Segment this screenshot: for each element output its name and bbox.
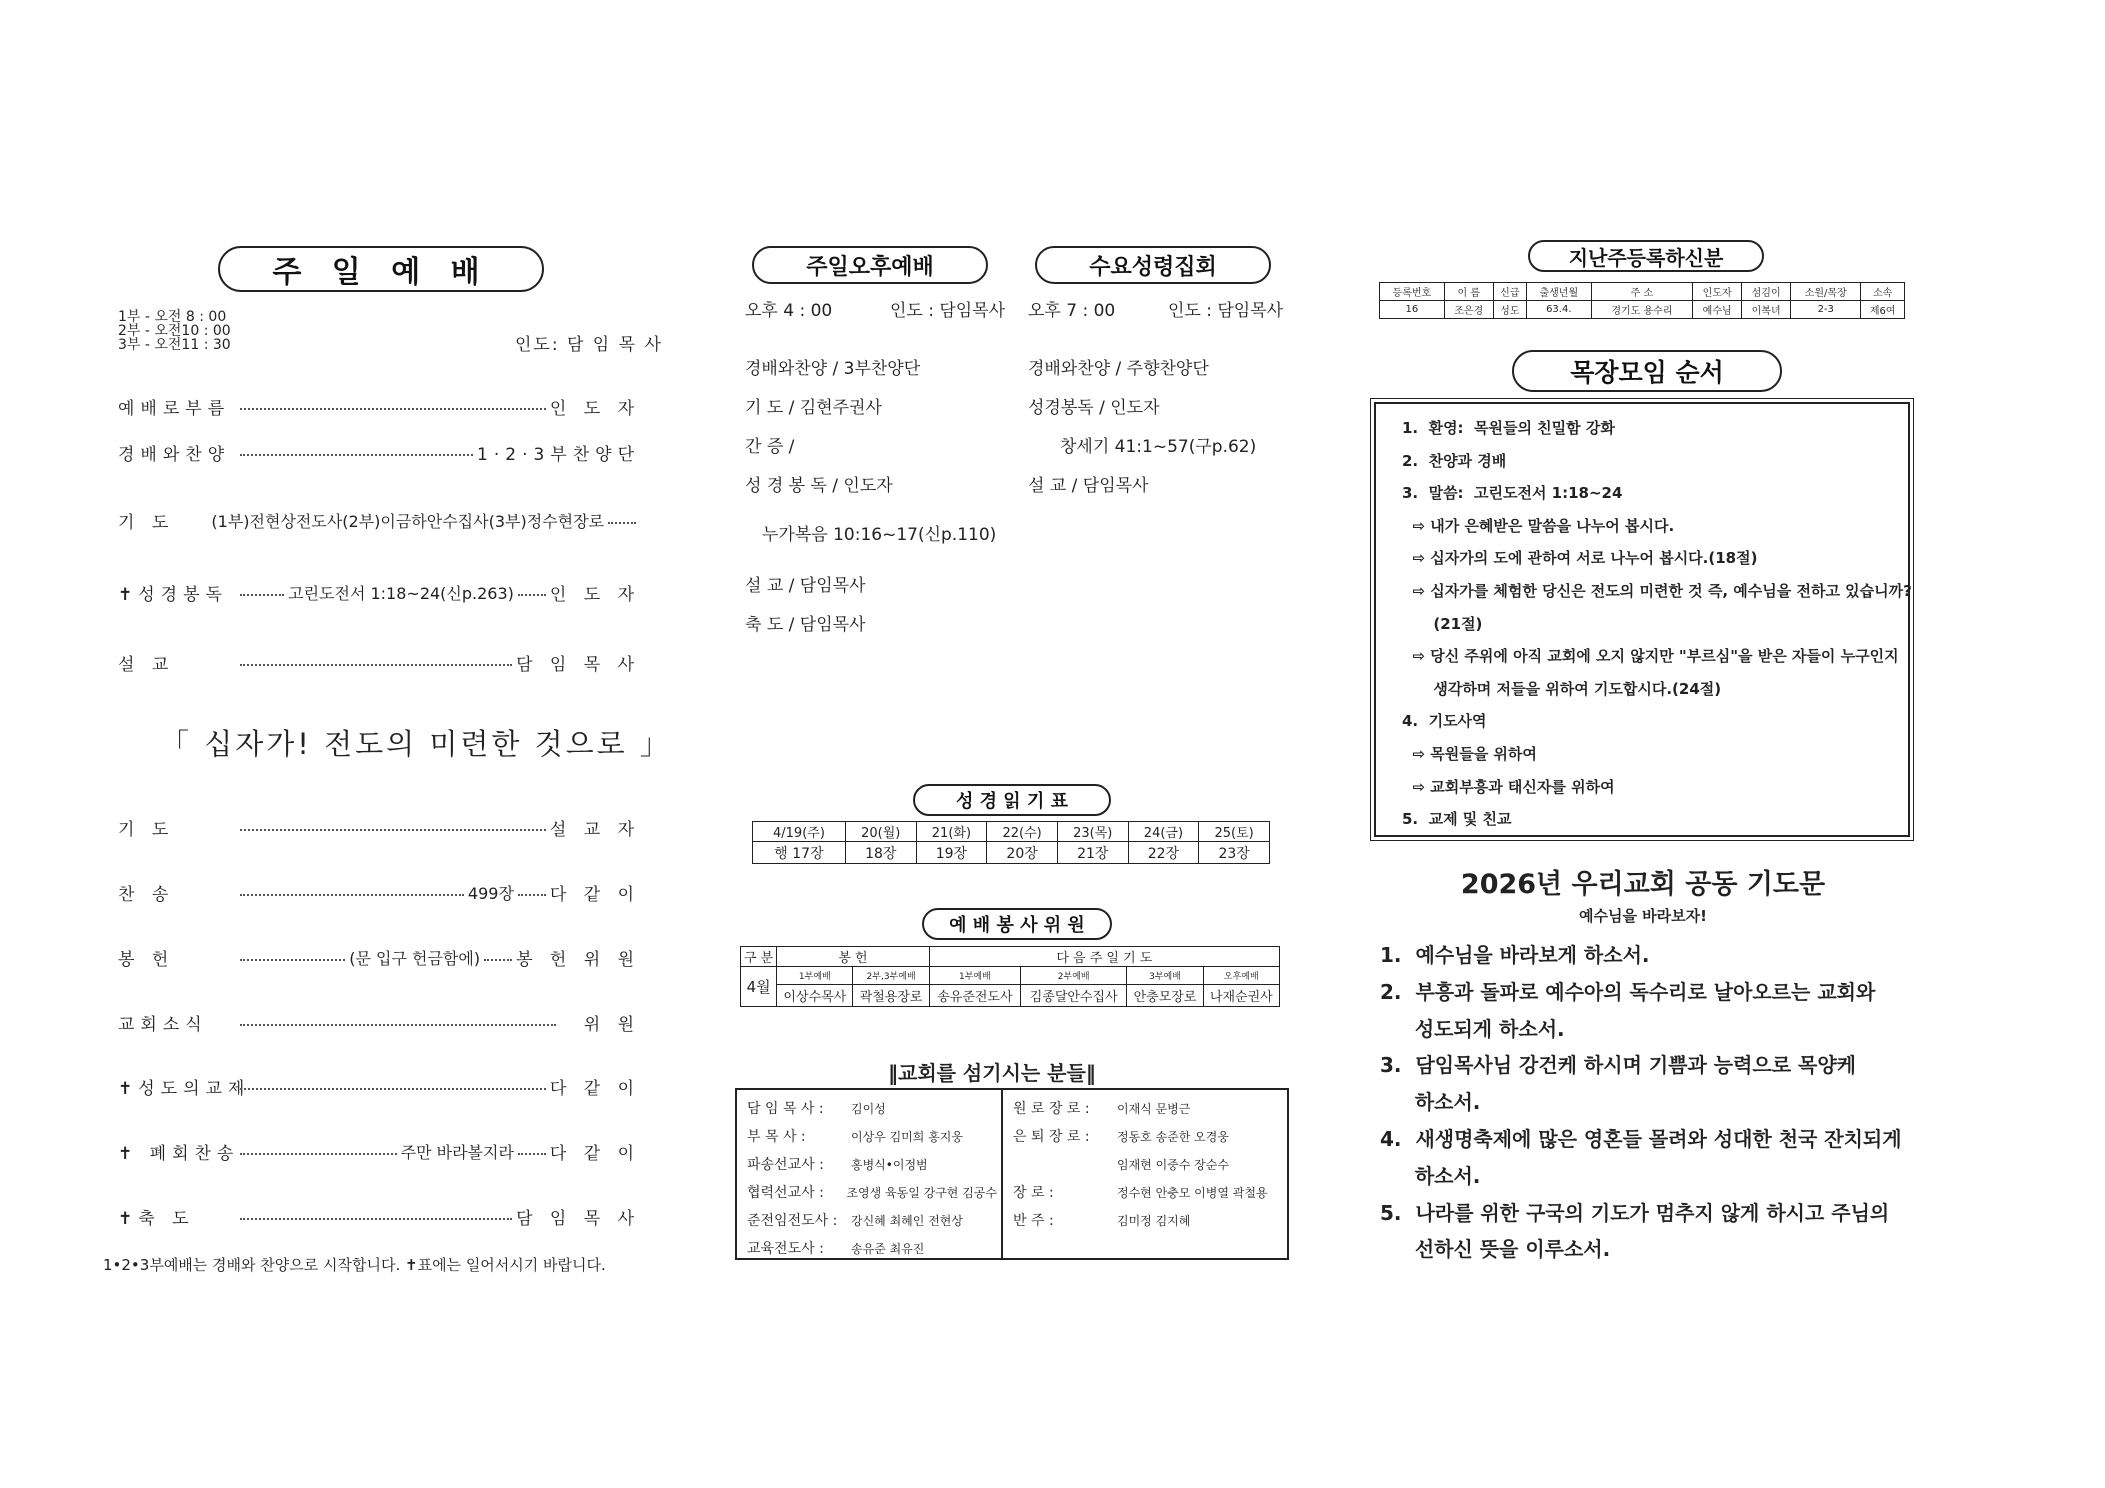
name-5: 안충모장로 [1127,985,1203,1007]
staff-role: 장 로 : [1013,1185,1054,1201]
staff-box [735,1088,1289,1260]
reading-day: 4/19(주) [753,822,846,842]
staff-names: 이상우 김미희 홍지웅 [851,1129,963,1144]
leader-dots [240,1153,397,1155]
order-row [118,945,640,970]
staff-names: 홍병식•이정범 [851,1157,928,1172]
order-label: ✝성도의교제 [118,1079,251,1099]
prayer-line: 하소서. [1380,1163,1481,1188]
order-row [118,580,640,605]
order-role: 위 원 [583,1015,640,1035]
order-label: 예배로부름 [118,399,231,419]
prayer-line: 선하신 뜻을 이루소서. [1380,1237,1611,1262]
reading-chapter: 18장 [845,842,916,864]
leader-dots [240,594,284,596]
mokjang-title: 목장모임 순서 [1512,350,1782,392]
mokjang-item: ⇨ 교회부흥과 태신자를 위하여 [1402,777,1615,796]
mokjang-item: ⇨ 십자가를 체험한 당신은 전도의 미련한 것 즉, 예수님을 전하고 있습니까? [1402,581,1912,600]
staff-row [747,1122,997,1150]
reg-cell: 경기도 용수리 [1591,301,1693,319]
order-role: 다 같 이 [549,1144,640,1164]
sermon-title: 「 십자가! 전도의 미련한 것으로 」 [160,727,672,761]
reading-day: 22(수) [987,822,1058,842]
col-next-prayer: 다 음 주 일 기 도 [929,947,1279,967]
mokjang-item: 생각하며 저들을 위하여 기도합시다.(24절) [1402,679,1722,698]
order-role: 인 도 자 [549,585,640,605]
registration-title: 지난주등록하신분 [1528,240,1764,272]
reg-header: 출생년월 [1526,283,1591,301]
mokjang-item: ⇨ 당신 주위에 아직 교회에 오지 않지만 "부르심"을 받은 자들이 누구인지 [1402,647,1899,666]
reg-header: 신급 [1493,283,1526,301]
wednesday-line-2: 성경봉독 / 인도자 [1028,398,1160,418]
service-committee-table [740,946,1280,1007]
order-role: 다 같 이 [549,885,640,905]
leader-dots [240,959,345,961]
reg-cell: 16 [1380,301,1445,319]
staff-role: 파송선교사 : [747,1157,824,1173]
afternoon-line-1: 경배와찬양 / 3부찬양단 [745,359,921,379]
leader-dots [240,1218,512,1220]
afternoon-time: 오후 4 : 00 [745,301,833,321]
reg-header: 인도자 [1693,283,1742,301]
order-detail: 499장 [467,884,514,903]
registration-table [1379,282,1905,319]
afternoon-line-3: 간 증 / [745,437,795,457]
wednesday-leader: 인도 : 담임목사 [1168,301,1284,321]
afternoon-line-6: 설 교 / 담임목사 [745,576,866,596]
mokjang-box [1374,402,1910,837]
mokjang-item: 1. 환영: 목원들의 친밀함 강화 [1402,419,1615,437]
staff-names: 임재현 이중수 장순수 [1117,1157,1229,1172]
order-row [118,650,640,675]
month-cell: 4월 [741,967,777,1007]
reading-day: 25(토) [1199,822,1270,842]
reading-chapter: 23장 [1199,842,1270,864]
order-role: 설 교 자 [549,820,640,840]
order-detail: (문 입구 헌금함에) [349,949,481,968]
staff-names: 김이성 [851,1101,886,1116]
wednesday-line-4: 설 교 / 담임목사 [1028,476,1149,496]
staff-names: 강신혜 최혜인 전현상 [851,1213,963,1228]
prayer-line: 2. 부흥과 돌파로 예수아의 독수리로 날아오르는 교회와 [1380,979,1876,1004]
mokjang-item: ⇨ 목원들을 위하여 [1402,744,1537,763]
footnote: 1•2•3부예배는 경배와 찬양으로 시작합니다. ✝표에는 일어서시기 바랍니다. [103,1256,606,1274]
reg-cell: 이복녀 [1742,301,1791,319]
bible-reading-title: 성 경 읽 기 표 [913,784,1111,816]
sub-6: 오후예배 [1203,967,1279,985]
order-role: 1·2·3부찬양단 [477,445,640,465]
sub-1: 1부예배 [777,967,853,985]
reg-header: 주 소 [1591,283,1693,301]
prayer-list [1380,937,1910,1268]
staff-row [1013,1178,1283,1206]
staff-row [747,1206,997,1234]
staff-row [747,1234,997,1262]
staff-names: 정동호 송준한 오경웅 [1117,1129,1229,1144]
reading-day: 23(목) [1057,822,1128,842]
reading-chapter: 행 17장 [753,842,846,864]
sunday-service-title: 주 일 예 배 [218,246,544,292]
order-row [118,815,640,840]
reg-header: 섬김이 [1742,283,1791,301]
staff-names: 송유준 최유진 [851,1241,925,1256]
staff-role: 교육전도사 : [747,1241,824,1257]
order-row [118,1204,640,1229]
staff-left-list [747,1094,997,1262]
staff-names: 이재식 문병근 [1117,1101,1191,1116]
mokjang-item: 5. 교제 및 친교 [1402,810,1512,829]
col-offering: 봉 헌 [777,947,930,967]
staff-row [747,1178,997,1206]
order-label: 교회소식 [118,1015,208,1035]
order-label: ✝축 도 [118,1209,195,1229]
leader-dots [240,894,464,896]
name-3: 송유준전도사 [929,985,1020,1007]
order-detail: 고린도전서 1:18~24(신p.263) [288,584,514,603]
sub-4: 2부예배 [1021,967,1127,985]
mokjang-item: ⇨ 십자가의 도에 관하여 서로 나누어 봅시다.(18절) [1402,549,1758,568]
leader-dots [484,959,512,961]
order-row [118,880,640,905]
reading-chapter: 20장 [987,842,1058,864]
wednesday-time: 오후 7 : 00 [1028,301,1116,321]
order-role: 다 같 이 [549,1079,640,1099]
name-6: 나재순권사 [1203,985,1279,1007]
order-label: 기 도 [118,820,175,840]
order-label: 기 도 [118,513,175,533]
leader-dots [518,594,546,596]
mokjang-item: 3. 말씀: 고린도전서 1:18~24 [1402,484,1623,503]
leader-dots [518,1153,546,1155]
staff-role: 협력선교사 : [747,1185,824,1201]
leader-dots [240,454,473,456]
order-detail: (1부)전현상전도사(2부)이금하안수집사(3부)정수현장로 [211,512,604,531]
service-time-3: 3부 - 오전11 : 30 [118,337,231,353]
staff-role: 원 로 장 로 : [1013,1101,1090,1117]
service-leader: 인도: 담 임 목 사 [515,335,663,355]
order-role: 인 도 자 [549,399,640,419]
leader-dots [240,664,512,666]
order-label: ✝ 폐회찬송 [118,1144,240,1164]
leader-dots [518,894,546,896]
reg-cell: 조은경 [1444,301,1493,319]
prayer-subtitle: 예수님을 바라보자! [1579,907,1707,925]
staff-row [747,1150,997,1178]
staff-row [1013,1122,1283,1150]
order-label: 경배와찬양 [118,445,231,465]
bible-reading-table [752,821,1270,864]
staff-divider [1001,1090,1003,1258]
reading-day: 20(월) [845,822,916,842]
afternoon-leader: 인도 : 담임목사 [890,301,1006,321]
order-row [118,1139,640,1164]
leader-dots [240,829,546,831]
prayer-line: 성도되게 하소서. [1380,1016,1565,1041]
service-times [118,310,231,352]
afternoon-line-2: 기 도 / 김현주권사 [745,398,882,418]
name-4: 김종달안수집사 [1021,985,1127,1007]
reading-chapter: 19장 [916,842,987,864]
prayer-title: 2026년 우리교회 공동 기도문 [1460,869,1826,900]
sub-2: 2부,3부예배 [853,967,929,985]
reg-header: 소속 [1861,283,1905,301]
staff-role: 준전임전도사 : [747,1213,838,1229]
reg-cell: 제6여 [1861,301,1905,319]
staff-row [1013,1206,1283,1234]
service-committee-title: 예 배 봉 사 위 원 [922,908,1112,940]
reg-header: 등록번호 [1380,283,1445,301]
reg-cell: 63.4. [1526,301,1591,319]
reading-chapter: 21장 [1057,842,1128,864]
order-detail: 주만 바라볼지라 [400,1143,514,1162]
reg-cell: 예수님 [1693,301,1742,319]
order-label: 찬 송 [118,885,175,905]
leader-dots [240,408,546,410]
reg-header: 소원/목장 [1791,283,1861,301]
staff-right-list [1013,1094,1283,1234]
prayer-line: 4. 새생명축제에 많은 영혼들 몰려와 성대한 천국 잔치되게 [1380,1126,1902,1151]
order-role: 봉 헌 위 원 [516,950,640,970]
prayer-line: 1. 예수님을 바라보게 하소서. [1380,943,1650,967]
order-role: 담 임 목 사 [516,655,640,675]
order-row [118,440,640,465]
afternoon-line-5: 누가복음 10:16~17(신p.110) [762,525,997,545]
sub-3: 1부예배 [929,967,1020,985]
prayer-line: 하소서. [1380,1090,1481,1115]
staff-role: 담 임 목 사 : [747,1101,824,1117]
reg-cell: 성도 [1493,301,1526,319]
staff-names: 정수현 안충모 이병열 곽철용 [1117,1185,1268,1200]
leader-dots [240,1024,556,1026]
order-row [118,1010,640,1035]
col-gubun: 구 분 [741,947,777,967]
name-1: 이상수목사 [777,985,853,1007]
leader-dots [608,522,636,524]
prayer-line: 3. 담임목사님 강건케 하시며 기쁨과 능력으로 목양케 [1380,1053,1856,1078]
order-row [118,1074,640,1099]
mokjang-item: ⇨ 내가 은혜받은 말씀을 나누어 봅시다. [1402,516,1675,535]
order-label: ✝성경봉독 [118,585,228,605]
reg-header: 이 름 [1444,283,1493,301]
staff-row [1013,1094,1283,1122]
staff-title: ‖교회를 섬기시는 분들‖ [888,1061,1096,1085]
leader-dots [240,1088,546,1090]
order-role: 담 임 목 사 [516,1209,640,1229]
staff-role: 반 주 : [1013,1213,1054,1229]
mokjang-item: 4. 기도사역 [1402,712,1487,731]
mokjang-item: (21절) [1402,614,1483,633]
afternoon-service-title: 주일오후예배 [752,246,988,284]
mokjang-item: 2. 찬양과 경배 [1402,451,1507,470]
reg-cell: 2-3 [1791,301,1861,319]
order-label: 설 교 [118,655,175,675]
wednesday-line-3: 창세기 41:1~57(구p.62) [1060,437,1257,457]
staff-names: 김미정 김지혜 [1117,1213,1191,1228]
afternoon-line-4: 성 경 봉 독 / 인도자 [745,476,893,496]
mokjang-list [1402,412,1912,836]
name-2: 곽철용장로 [853,985,929,1007]
wednesday-service-title: 수요성령집회 [1035,246,1271,284]
service-time-2: 2부 - 오전10 : 00 [118,323,231,339]
service-time-1: 1부 - 오전 8 : 00 [118,309,227,325]
order-row [118,394,640,419]
staff-role: 은 퇴 장 로 : [1013,1129,1090,1145]
staff-row [747,1094,997,1122]
staff-row [1013,1150,1283,1178]
afternoon-line-7: 축 도 / 담임목사 [745,615,866,635]
order-row [118,508,640,533]
order-label: 봉 헌 [118,950,175,970]
reading-chapter: 22장 [1128,842,1199,864]
sub-5: 3부예배 [1127,967,1203,985]
reading-day: 21(화) [916,822,987,842]
wednesday-line-1: 경배와찬양 / 주향찬양단 [1028,359,1209,379]
prayer-line: 5. 나라를 위한 구국의 기도가 멈추지 않게 하시고 주님의 [1380,1200,1890,1225]
reading-day: 24(금) [1128,822,1199,842]
staff-names: 조영생 육동일 강구현 김공수 [846,1185,997,1200]
staff-role: 부 목 사 : [747,1129,806,1145]
